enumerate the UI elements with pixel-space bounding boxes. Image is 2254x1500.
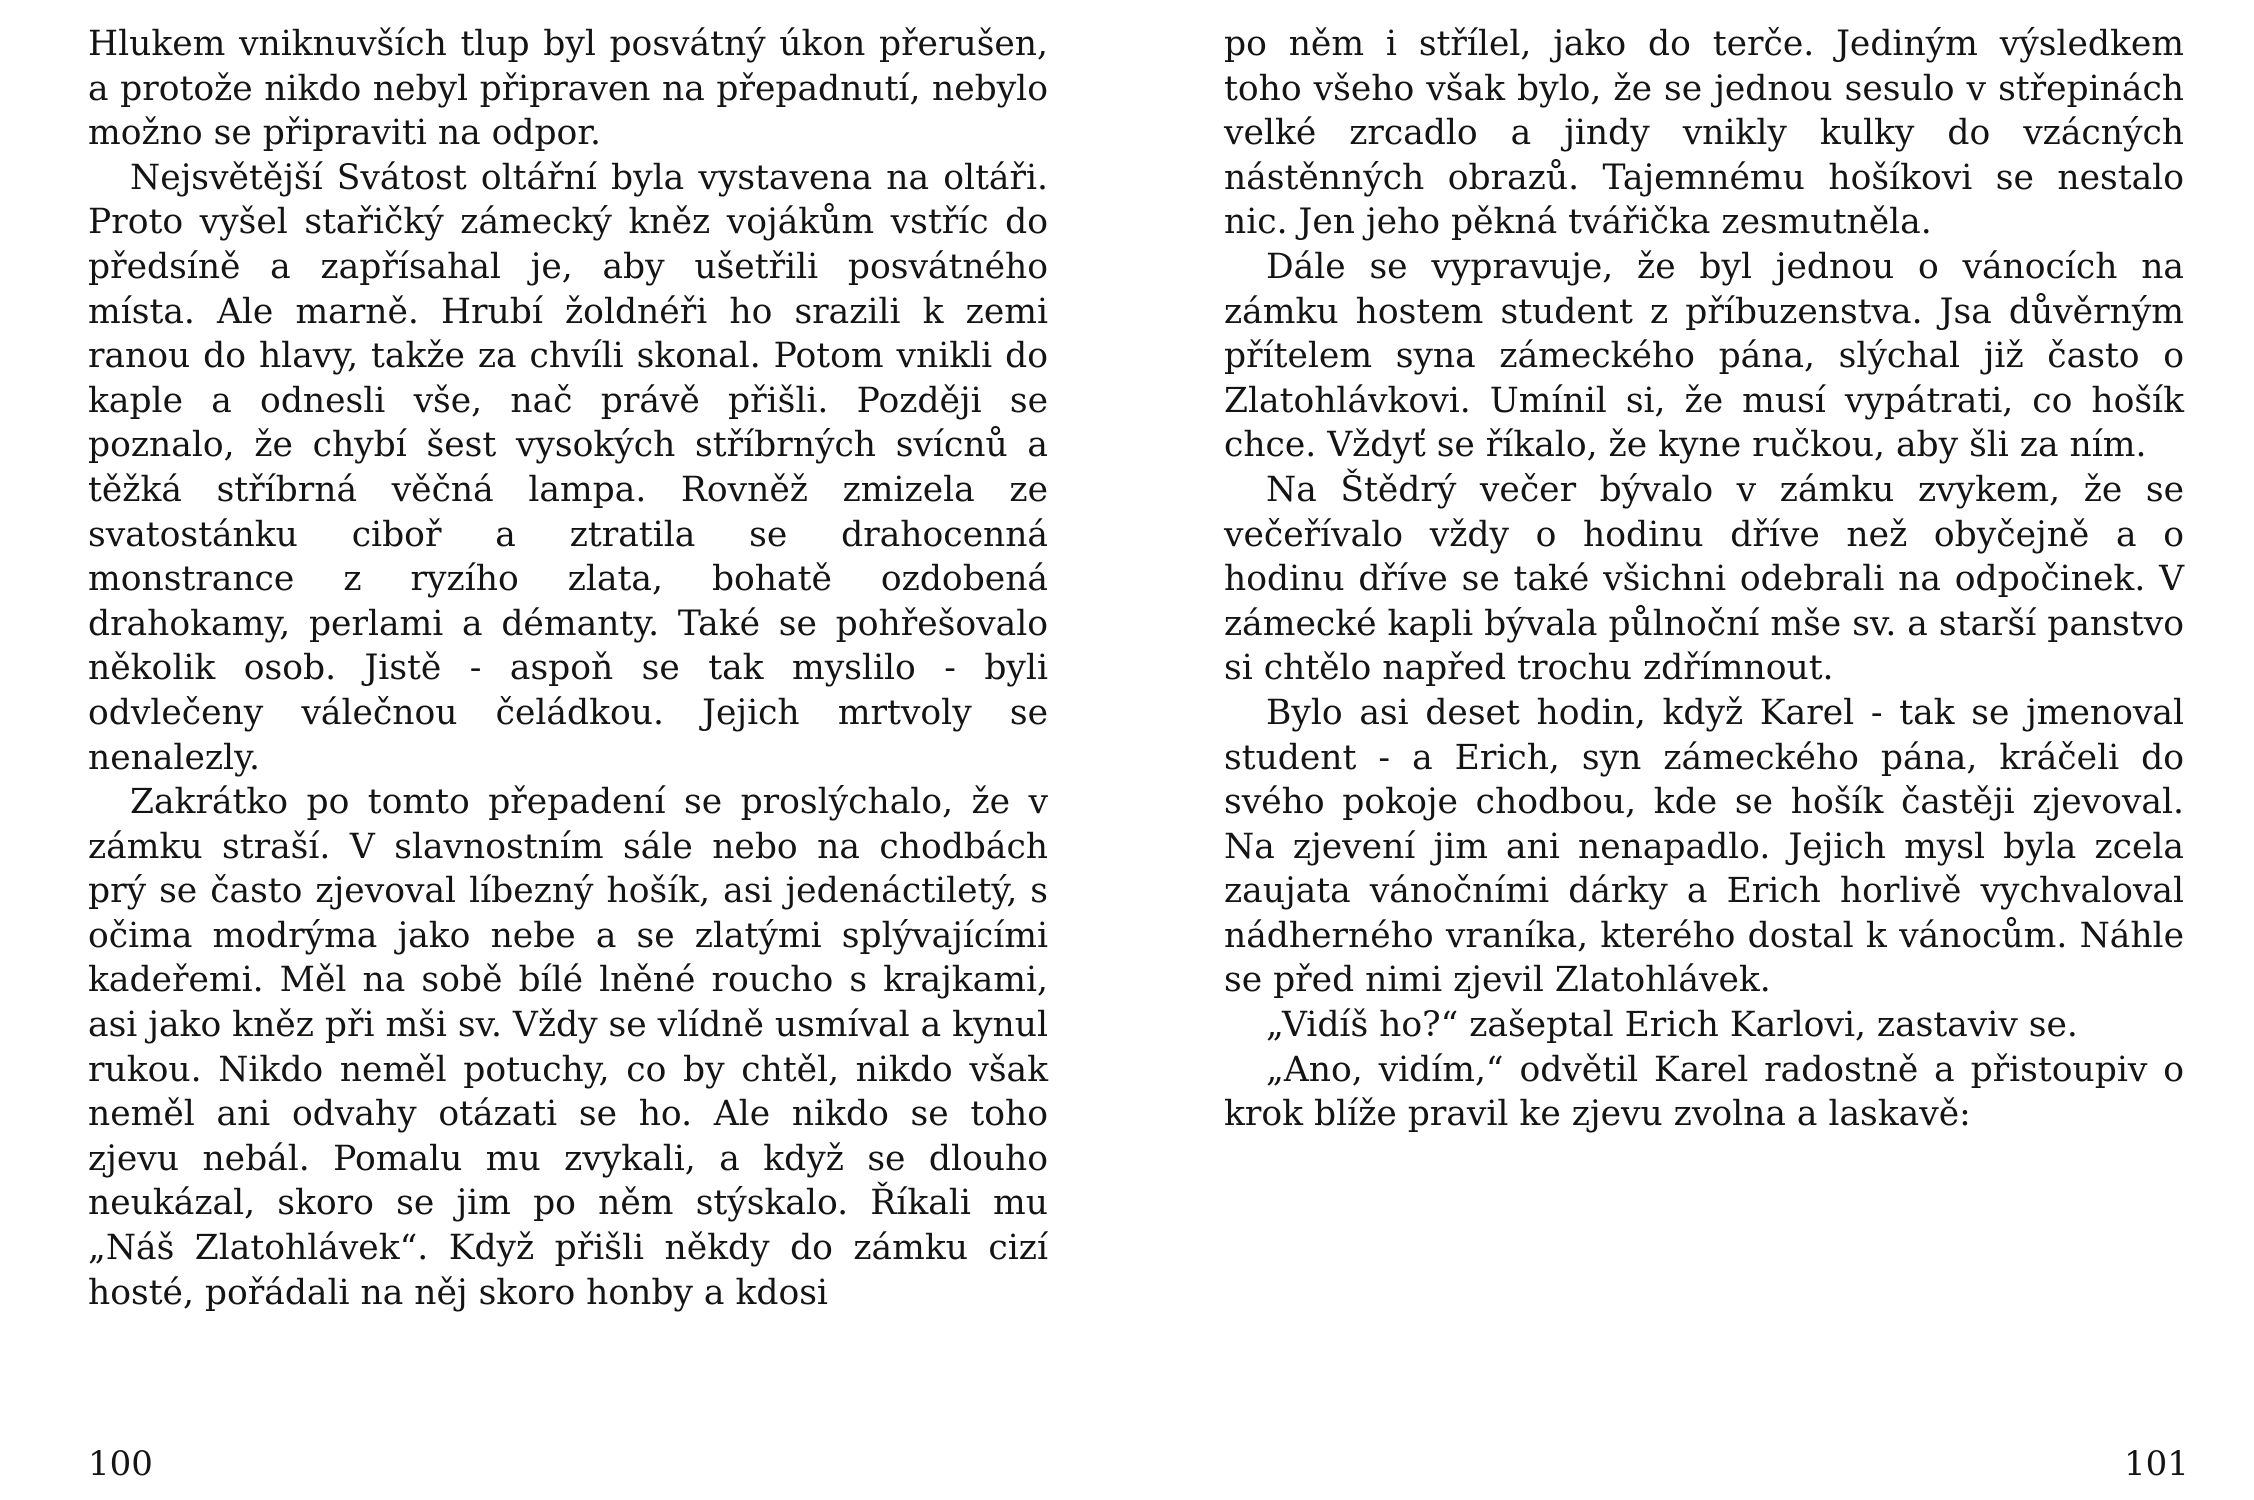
paragraph: Bylo asi deset hodin, když Karel - tak se jmenoval student - a Erich, syn zámeckého pána, kráčeli do svého pokoje chodbou, kde se hošík častěji zjevoval. Na zjevení jim ani nenapadlo. Jejich mysl byla zcela zaujata vánočními dárky a Erich horlivě vychvaloval nádherného vraníka, kterého dostal k vánocům. Náhle se před nimi zjevil Zlatohlávek. bbox=[1224, 692, 2184, 1001]
page-number-left: 100 bbox=[88, 1444, 153, 1484]
paragraph: Nejsvětější Svátost oltářní byla vystavena na oltáři. Proto vyšel stařičký zámecký kněz vojákům vstříc do předsíně a zapřísahal je, aby ušetřili posvátného místa. Ale marně. Hrubí žoldnéři ho srazili k zemi ranou do hlavy, takže za chvíli skonal. Potom vnikli do kaple a odnesli vše, nač právě přišli. Později se poznalo, že chybí šest vysokých stříbrných svícnů a těžká stříbrná věčná lampa. Rovněž zmizela ze svatostánku ciboř a ztratila se drahocenná monstrance z ryzího zlata, bohatě ozdobená drahokamy, perlami a démanty. Také se pohřešovalo několik osob. Jistě - aspoň se tak myslilo - byli odvlečeny válečnou čeládkou. Jejich mrtvoly se nenalezly. bbox=[88, 157, 1048, 778]
paragraph: Dále se vypravuje, že byl jednou o vánocích na zámku hostem student z příbuzenstva. Jsa důvěrným přítelem syna zámeckého pána, slýchal již často o Zlatohlávkovi. Umínil si, že musí vypátrati, co hošík chce. Vždyť se říkalo, že kyne ručkou, aby šli za ním. bbox=[1224, 246, 2184, 466]
page-number-right: 101 bbox=[2124, 1444, 2189, 1484]
paragraph: „Vidíš ho?“ zašeptal Erich Karlovi, zastaviv se. bbox=[1266, 1005, 2078, 1046]
paragraph: Na Štědrý večer bývalo v zámku zvykem, že se večeřívalo vždy o hodinu dříve než obyčejně a o hodinu dříve se také všichni odebrali na odpočinek. V zámecké kapli bývala půlnoční mše sv. a starší panstvo si chtělo napřed trochu zdřímnout. bbox=[1224, 469, 2184, 689]
paragraph: „Ano, vidím,“ odvětil Karel radostně a přistoupiv o krok blíže pravil ke zjevu zvolna a laskavě: bbox=[1224, 1049, 2184, 1135]
paragraph: Zakrátko po tomto přepadení se proslýchalo, že v zámku straší. V slavnostním sále nebo na chodbách prý se často zjevoval líbezný hošík, asi jedenáctiletý, s očima modrýma jako nebe a se zlatými splývajícími kadeřemi. Měl na sobě bílé lněné roucho s krajkami, asi jako kněz při mši sv. Vždy se vlídně usmíval a kynul rukou. Nikdo neměl potuchy, co by chtěl, nikdo však neměl ani odvahy otázati se ho. Ale nikdo se toho zjevu nebál. Pomalu mu zvykali, a když se dlouho neukázal, skoro se jim po něm stýskalo. Říkali mu „Náš Zlatohlávek“. Když přišli někdy do zámku cizí hosté, pořádali na něj skoro honby a kdosi bbox=[88, 782, 1049, 1313]
paragraph: po něm i střílel, jako do terče. Jediným výsledkem toho všeho však bylo, že se jednou sesulo v střepinách velké zrcadlo a jindy vnikly kulky do vzácných nástěnných obrazů. Tajemnému hošíkovi se nestalo nic. Jen jeho pěkná tvářička zesmutněla. bbox=[1224, 24, 2184, 243]
paragraph: Hlukem vniknuvších tlup byl posvátný úkon přerušen, a protože nikdo nebyl připraven na přepadnutí, nebylo možno se připraviti na odpor. bbox=[88, 24, 1048, 154]
right-page bbox=[1224, 22, 2184, 1137]
left-page bbox=[88, 22, 1048, 1315]
